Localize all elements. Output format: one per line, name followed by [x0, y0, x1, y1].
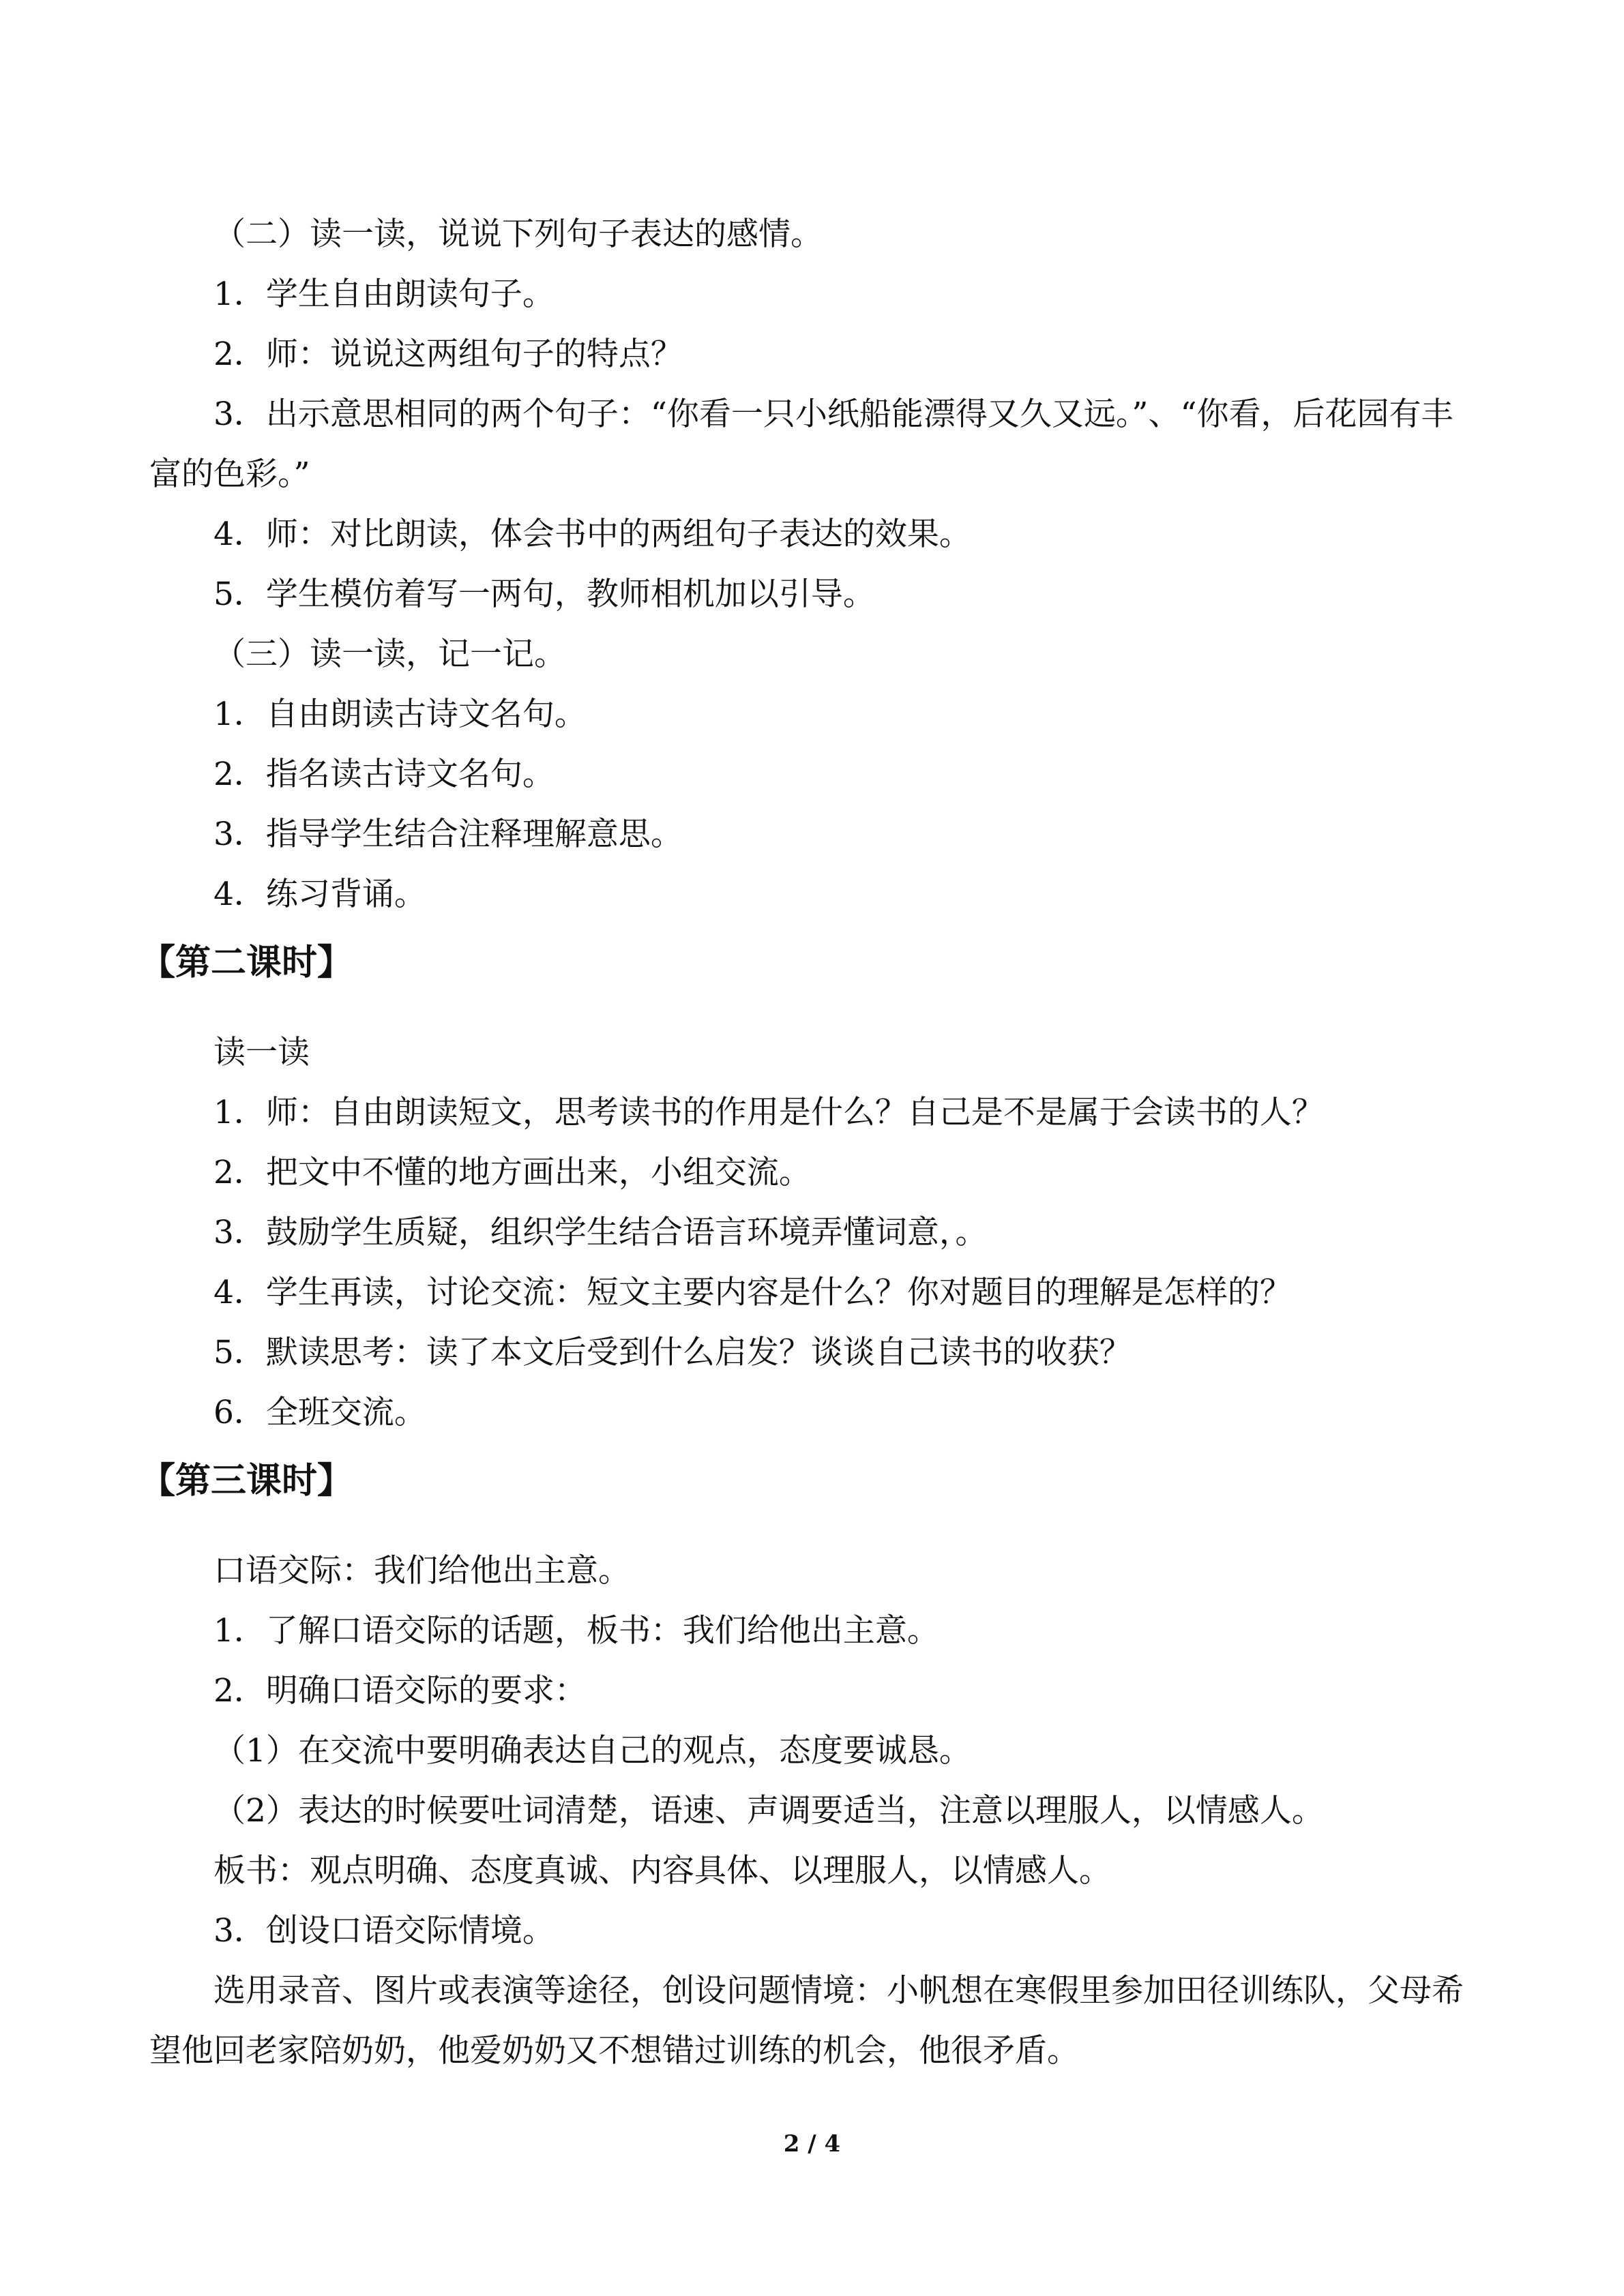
list-item: 1．了解口语交际的话题，板书：我们给他出主意。 [213, 1612, 939, 1650]
requirement-item: （1）在交流中要明确表达自己的观点，态度要诚恳。 [213, 1732, 971, 1770]
page-number: 2 / 4 [783, 2130, 841, 2158]
list-item: 2．指名读古诗文名句。 [213, 756, 555, 793]
list-item: 2．师：说说这两组句子的特点？ [213, 336, 683, 373]
section-title: （二）读一读，说说下列句子表达的感情。 [213, 215, 823, 253]
list-item: 3．出示意思相同的两个句子：“你看一只小纸船能漂得又久又远。”、“你看，后花园有丰富的色彩。” [149, 396, 1453, 493]
lesson-heading: 【第二课时】 [140, 942, 353, 983]
list-item: 2．明确口语交际的要求： [213, 1672, 587, 1710]
list-item: 2．把文中不懂的地方画出来，小组交流。 [213, 1154, 811, 1191]
list-item: 1．自由朗读古诗文名句。 [213, 696, 587, 733]
list-item: 3．创设口语交际情境。 [213, 1912, 555, 1950]
requirement-item: （2）表达的时候要吐词清楚，语速、声调要适当，注意以理服人，以情感人。 [213, 1792, 1324, 1830]
list-item: 6．全班交流。 [213, 1394, 426, 1431]
lesson-heading: 【第三课时】 [140, 1461, 353, 1502]
list-item: 1．师：自由朗读短文，思考读书的作用是什么？自己是不是属于会读书的人？ [213, 1094, 1324, 1131]
list-item: 4．练习背诵。 [213, 876, 426, 913]
scenario-paragraph: 选用录音、图片或表演等途径，创设问题情境：小帆想在寒假里参加田径训练队，父母希望他回老家陪奶奶，他爱奶奶又不想错过训练的机会，他很矛盾。 [149, 1972, 1464, 2070]
lesson-intro: 读一读 [213, 1034, 310, 1071]
page-content [140, 205, 1476, 2081]
list-item: 5．默读思考：读了本文后受到什么启发？谈谈自己读书的收获？ [213, 1334, 1132, 1371]
list-item: 5．学生模仿着写一两句，教师相机加以引导。 [213, 576, 875, 613]
lesson-intro: 口语交际：我们给他出主意。 [213, 1552, 630, 1590]
board-note: 板书：观点明确、态度真诚、内容具体、以理服人，以情感人。 [213, 1852, 1111, 1890]
list-item: 3．鼓励学生质疑，组织学生结合语言环境弄懂词意，。 [213, 1214, 988, 1251]
list-item: 4．师：对比朗读，体会书中的两组句子表达的效果。 [213, 516, 971, 553]
list-item: 4．学生再读，讨论交流：短文主要内容是什么？你对题目的理解是怎样的？ [213, 1274, 1292, 1311]
list-item: 3．指导学生结合注释理解意思。 [213, 816, 683, 853]
list-item: 1．学生自由朗读句子。 [213, 275, 555, 313]
section-title: （三）读一读，记一记。 [213, 636, 566, 673]
